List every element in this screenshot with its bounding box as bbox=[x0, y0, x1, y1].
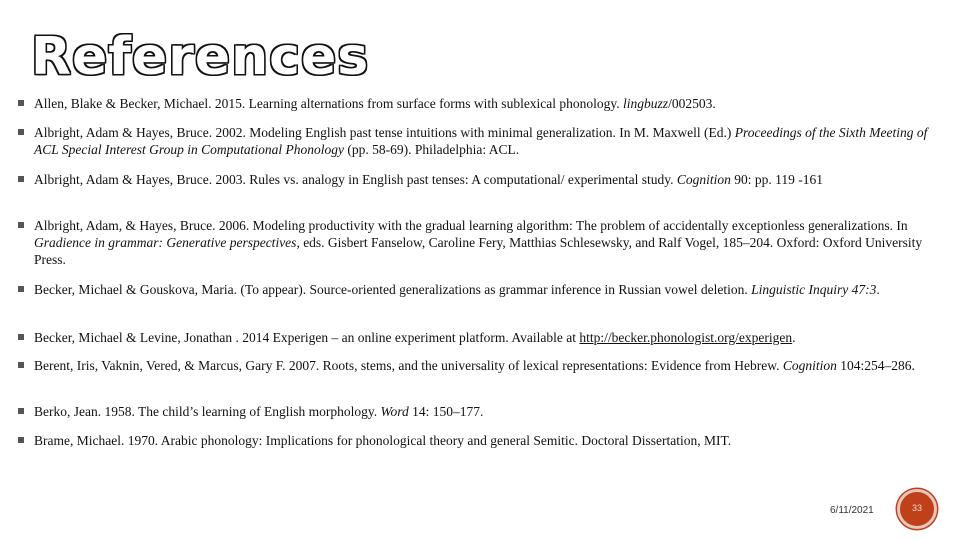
reference-tail: 90: pp. 119 -161 bbox=[730, 172, 824, 187]
reference-item bbox=[18, 357, 944, 374]
reference-tail: /002503. bbox=[668, 96, 716, 111]
reference-source: Cognition bbox=[782, 358, 837, 373]
slide-number: 33 bbox=[911, 503, 922, 513]
reference-text: Albright, Adam, & Hayes, Bruce. 2006. Modeling productivity with the gradual learning algorithm: The problem of accidentally exceptionless generalizations. In bbox=[34, 218, 908, 233]
reference-text: Allen, Blake & Becker, Michael. 2015. Learning alternations from surface forms with sublexical phonology. bbox=[34, 96, 624, 111]
reference-tail: 104:254–286. bbox=[836, 358, 915, 373]
bullet-icon bbox=[18, 408, 24, 414]
reference-text: Albright, Adam & Hayes, Bruce. 2002. Modeling English past tense intuitions with minimal generalization. In M. Maxwell (Ed.) bbox=[34, 125, 735, 140]
reference-item bbox=[18, 171, 944, 188]
reference-tail: , eds. Gisbert Fanselow, Caroline Fery, Matthias Schlesewsky, and Ralf Vogel, 185–204. Oxford: Oxford University Press. bbox=[34, 235, 923, 267]
slide-title: References bbox=[31, 27, 370, 87]
slide-number-badge bbox=[897, 489, 937, 529]
reference-source: Word bbox=[380, 404, 409, 419]
reference-source: lingbuzz bbox=[623, 96, 669, 111]
bullet-icon bbox=[18, 176, 24, 182]
bullet-icon bbox=[18, 100, 24, 106]
reference-tail: (pp. 58-69). Philadelphia: ACL. bbox=[344, 142, 520, 157]
slide-date: 6/11/2021 bbox=[830, 505, 874, 516]
bullet-icon bbox=[18, 362, 24, 368]
reference-text: Becker, Michael & Levine, Jonathan . 2014 Experigen – an online experiment platform. Available at bbox=[34, 330, 580, 345]
reference-item bbox=[18, 217, 944, 268]
reference-tail: . bbox=[876, 282, 880, 297]
reference-item bbox=[18, 124, 944, 158]
reference-text: Becker, Michael & Gouskova, Maria. (To appear). Source-oriented generalizations as grammar inference in Russian vowel deletion. bbox=[34, 282, 752, 297]
bullet-icon bbox=[18, 222, 24, 228]
reference-source: Linguistic Inquiry 47:3 bbox=[751, 282, 877, 297]
reference-item bbox=[18, 432, 944, 449]
reference-text: Brame, Michael. 1970. Arabic phonology: Implications for phonological theory and general Semitic. Doctoral Dissertation, MIT. bbox=[34, 433, 732, 448]
bullet-icon bbox=[18, 334, 24, 340]
reference-source: Proceedings of the Sixth Meeting of ACL Special Interest Group in Computational Phonology bbox=[34, 125, 928, 157]
bullet-icon bbox=[18, 286, 24, 292]
reference-text: Berko, Jean. 1958. The child’s learning of English morphology. bbox=[34, 404, 381, 419]
bullet-icon bbox=[18, 129, 24, 135]
bullet-icon bbox=[18, 437, 24, 443]
reference-tail: . bbox=[792, 330, 796, 345]
experigen-link[interactable]: http://becker.phonologist.org/experigen bbox=[579, 330, 793, 345]
reference-item bbox=[18, 281, 944, 298]
reference-text: Albright, Adam & Hayes, Bruce. 2003. Rules vs. analogy in English past tenses: A computational/ experimental study. bbox=[34, 172, 677, 187]
reference-source: Gradience in grammar: Generative perspectives bbox=[34, 235, 297, 250]
reference-text: Berent, Iris, Vaknin, Vered, & Marcus, Gary F. 2007. Roots, stems, and the universality of lexical representations: Evidence from Hebrew. bbox=[34, 358, 783, 373]
reference-item bbox=[18, 95, 944, 112]
reference-source: Cognition bbox=[676, 172, 731, 187]
reference-item bbox=[18, 329, 944, 346]
reference-item bbox=[18, 403, 944, 420]
reference-tail: 14: 150–177. bbox=[408, 404, 484, 419]
